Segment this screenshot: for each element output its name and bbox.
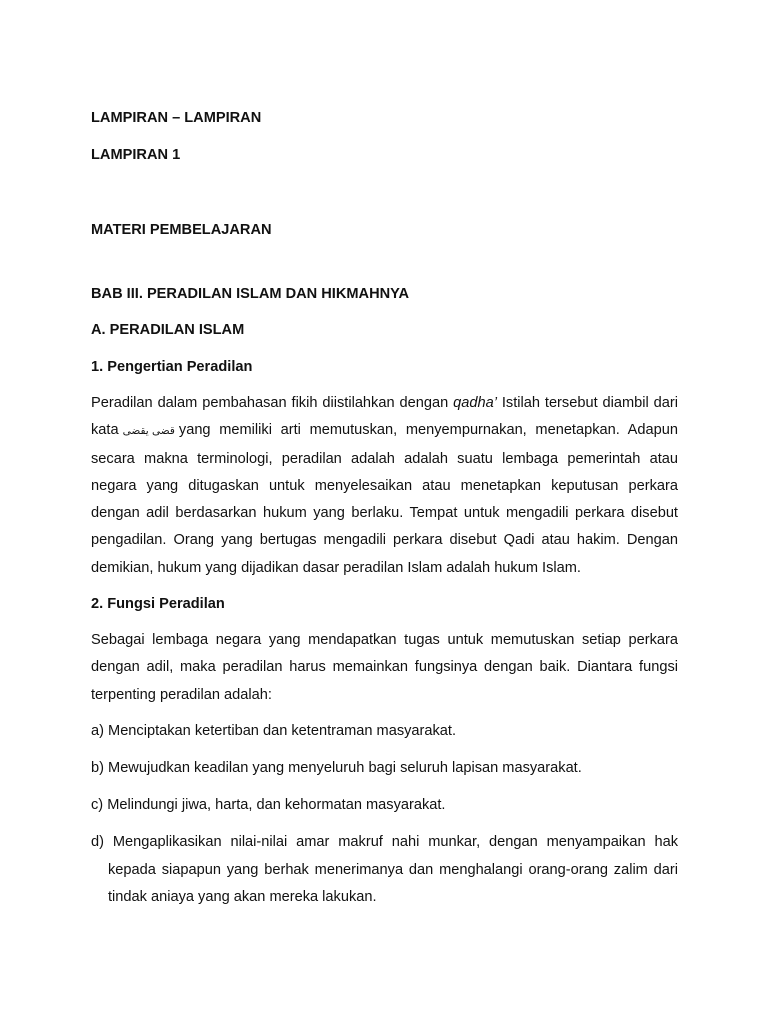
- term-qadha: qadha’: [453, 395, 497, 411]
- paragraph-line: dengan adil berdasarkan hukum yang berlaku. Tempat untuk mengadili perkara disebut: [91, 505, 678, 522]
- item-line: tindak aniaya yang akan mereka lakukan.: [108, 889, 377, 905]
- item-line: kepada siapapun yang berhak menerimanya dan menghalangi orang-orang zalim dari: [108, 861, 678, 878]
- heading-fungsi: 2. Fungsi Peradilan: [91, 596, 225, 612]
- paragraph-line: demikian, hukum yang dijadikan dasar peradilan Islam adalah hukum Islam.: [91, 559, 581, 576]
- function-item-b: b) Mewujudkan keadilan yang menyeluruh bagi seluruh lapisan masyarakat.: [91, 760, 582, 776]
- text-segment: kata: [91, 422, 119, 439]
- item-line: d) Mengaplikasikan nilai-nilai amar makruf nahi munkar, dengan menyampaikan hak: [91, 834, 678, 850]
- paragraph-line: pengadilan. Orang yang bertugas mengadili perkara disebut Qadi atau hakim. Dengan: [91, 532, 678, 549]
- paragraph-line: negara yang ditugaskan untuk menyelesaikan atau menetapkan keputusan perkara: [91, 477, 678, 494]
- paragraph-line: dengan adil, maka peradilan harus memainkan fungsinya dengan baik. Diantara fungsi: [91, 659, 678, 676]
- function-item-a: a) Menciptakan ketertiban dan ketentraman masyarakat.: [91, 723, 457, 739]
- paragraph-pengertian: [91, 390, 678, 582]
- paragraph-line: Sebagai lembaga negara yang mendapatkan tugas untuk memutuskan setiap perkara: [91, 632, 678, 648]
- text-segment: yang memiliki arti memutuskan, menyempurnakan, menetapkan. Adapun: [178, 422, 678, 439]
- function-item-c: c) Melindungi jiwa, harta, dan kehormatan masyarakat.: [91, 797, 446, 813]
- paragraph-line: [91, 390, 678, 417]
- document-title: LAMPIRAN – LAMPIRAN: [91, 110, 262, 126]
- paragraph-line: [91, 417, 678, 445]
- subchapter-title: A. PERADILAN ISLAM: [91, 322, 245, 338]
- text-segment: Istilah tersebut diambil dari: [501, 395, 679, 411]
- text-segment: Peradilan dalam pembahasan fikih diistilahkan dengan: [91, 395, 449, 411]
- chapter-title: BAB III. PERADILAN ISLAM DAN HIKMAHNYA: [91, 286, 410, 302]
- paragraph-line: terpenting peradilan adalah:: [91, 686, 272, 703]
- function-item-d: [91, 829, 678, 912]
- appendix-label: LAMPIRAN 1: [91, 147, 181, 163]
- section-label: MATERI PEMBELAJARAN: [91, 222, 272, 238]
- heading-pengertian: 1. Pengertian Peradilan: [91, 359, 253, 375]
- paragraph-line: secara makna terminologi, peradilan adalah adalah suatu lembaga pemerintah atau: [91, 450, 678, 467]
- arabic-term: قضى يقضى: [122, 425, 175, 438]
- paragraph-fungsi: [91, 627, 678, 709]
